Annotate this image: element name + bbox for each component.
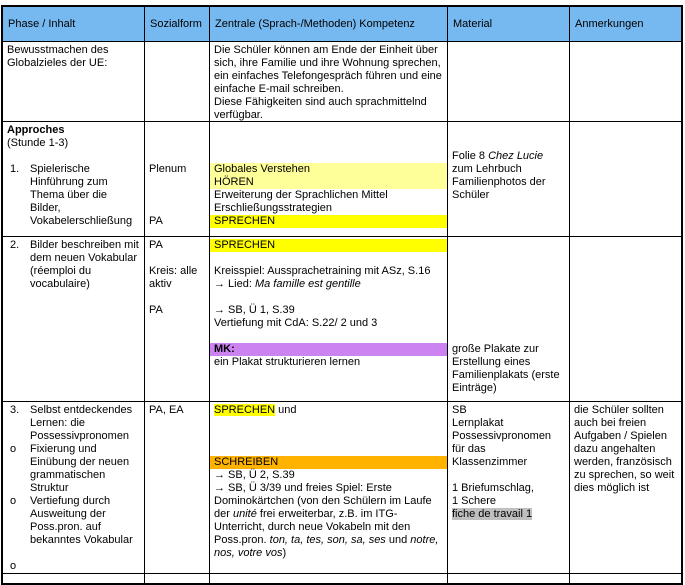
column-header-phase [3,7,145,41]
text-run: zum Lehrbuch [452,163,522,175]
text-line [3,404,144,443]
cell-approches-stunde1-anmerkungen [570,122,681,236]
text-line [145,215,209,228]
cell-bilder-beschreiben-sozialform [145,237,210,401]
cell-next-row-sliver-phase [3,574,145,583]
text-run: Possessivpronomen [452,430,552,442]
text-line [448,343,569,395]
text-line [145,265,209,291]
text-line [210,317,447,330]
text-line [145,124,209,137]
text-line [210,265,447,278]
cell-globalziel-material [448,42,570,121]
text-run: Approches [7,124,65,136]
text-run: frei erweiterbar, z.B. im ITG-Unterricht, durch neue Vokabeln mit den Poss.pron. [214,508,411,546]
text-line [448,124,569,137]
text-run: MK: [214,343,235,355]
cell-next-row-sliver-sozialform [145,574,210,583]
text-run: Familienphotos der [452,176,546,188]
text-line [145,163,209,176]
cell-approches-stunde1-phase [3,122,145,236]
text-run: Vertiefung mit CdA: S.22/ 2 und 3 [214,317,378,329]
text-line [3,150,144,163]
text-run: Folie 8 [452,150,489,162]
text-run: Spielerische Hinführung zum Thema über die Bilder, Vokabelerschließung [30,163,133,227]
text-line [448,404,569,417]
text-run: SPRECHEN [214,215,276,227]
column-header-label: Zentrale (Sprach-/Methoden) Kompetenz [215,17,415,30]
text-run: notre, nos, votre vos [214,534,439,559]
cell-possessivpronomen-phase [3,402,145,573]
cell-next-row-sliver-material [448,574,570,583]
text-line [210,189,447,202]
text-line [448,163,569,176]
text-line [145,404,209,417]
highlight-bar [210,176,447,189]
text-run: PA [149,215,163,227]
text-line [145,202,209,215]
cell-approches-stunde1-material [448,122,570,236]
text-run: Selbst entdeckendes Lernen: die Possessivpronomen [30,404,133,442]
text-line [210,202,447,215]
text-line [448,304,569,317]
list-marker: o [10,443,17,455]
text-line [210,150,447,163]
column-header-label: Anmerkungen [575,17,644,30]
column-header-anmerkungen [570,7,681,41]
text-run: → SB, Ü 2, S.39 [214,469,295,481]
text-line [448,150,569,163]
text-line [448,417,569,430]
text-run: Diese Fähigkeiten sind auch sprachmittelnd verfügbar. [214,96,427,121]
text-line [210,124,447,137]
text-run: Globales Verstehen [214,163,311,175]
text-run: Die Schüler können am Ende der Einheit über sich, ihre Familie und ihre Wohnung sprechen, ein einfaches Telefongespräch führen und eine einfache E-mail schreiben. [214,44,442,95]
text-line [3,137,144,150]
table-row-next-row-sliver [3,574,681,583]
text-run: für das [452,443,486,455]
text-line [145,252,209,265]
text-line [210,330,447,343]
column-header-kompetenz [210,7,448,41]
highlight-bar [210,215,447,228]
text-line [448,456,569,469]
text-line [448,265,569,278]
cell-next-row-sliver-kompetenz [210,574,448,583]
text-run: Erschließungsstrategien [214,202,333,214]
text-run: PA, EA [149,404,184,416]
table-row-approches-stunde1 [3,122,681,237]
table-row-possessivpronomen [3,402,681,574]
table-header-row [3,7,681,42]
text-run: Chez Lucie [488,150,544,162]
text-run: PA [149,239,163,251]
table-row-globalziel [3,42,681,122]
text-line [210,96,447,121]
cell-possessivpronomen-material [448,402,570,573]
text-line [210,304,447,317]
cell-bilder-beschreiben-anmerkungen [570,237,681,401]
highlight-bar [210,343,447,356]
text-line [448,469,569,482]
text-line [448,189,569,202]
list-marker: o [10,495,17,507]
highlight-bar [210,239,447,252]
cell-bilder-beschreiben-phase [3,237,145,401]
text-run: → SB, Ü 1, S.39 [214,304,295,316]
text-line [448,482,569,495]
text-line [448,291,569,304]
text-line [210,404,447,417]
text-run: 1 Briefumschlag, [452,482,534,494]
text-line [145,189,209,202]
list-marker: o [10,560,17,572]
cell-next-row-sliver-anmerkungen [570,574,681,583]
text-line [448,239,569,252]
text-run: Lernplakat [452,417,504,429]
text-line [448,252,569,265]
text-run: SCHREIBEN [214,456,279,468]
column-header-label: Material [453,17,493,30]
list-marker: 2. [10,239,20,251]
text-run: Bewusstmachen des Globalzieles der UE: [7,44,109,69]
text-run: → SB, Ü 3/39 und freies Spiel: Erste Dominokärtchen (von den Schülern im Laufe der [214,482,432,520]
text-line [570,404,681,495]
highlight-bar [210,456,447,469]
cell-globalziel-sozialform [145,42,210,121]
cell-approches-stunde1-kompetenz [210,122,448,236]
list-marker: 3. [10,404,20,416]
cell-possessivpronomen-sozialform [145,402,210,573]
text-line [145,304,209,317]
text-line [448,317,569,330]
text-line [448,278,569,291]
text-run: → Lied: [214,278,255,290]
text-run: Schüler [452,189,490,201]
text-run: Vertiefung durch Ausweitung der Poss.pron. auf bekanntes Vokabular [30,495,133,546]
column-header-label: Sozialform [150,17,202,30]
text-run: 1 Schere [452,495,497,507]
text-run: SB [452,404,467,416]
cell-bilder-beschreiben-kompetenz [210,237,448,401]
text-line [3,163,144,228]
table-row-bilder-beschreiben [3,237,681,402]
text-run: die Schüler sollten auch bei freien Aufgaben / Spielen dazu angehalten werden, französisch zu sprechen, so weit dies möglich ist [574,404,675,494]
text-line [210,44,447,96]
text-line [448,508,569,521]
column-header-sozialform [145,7,210,41]
text-run: und [385,534,411,546]
text-line [448,137,569,150]
cell-possessivpronomen-anmerkungen [570,402,681,573]
text-line [210,469,447,482]
text-line [448,330,569,343]
text-line [448,443,569,456]
text-line [210,278,447,291]
text-line [210,252,447,265]
text-line [448,430,569,443]
text-line [3,44,144,70]
text-run: und [275,404,297,416]
text-line [145,137,209,150]
text-run: Erweiterung der Sprachlichen Mittel [214,189,388,201]
column-header-material [448,7,570,41]
cell-globalziel-kompetenz [210,42,448,121]
text-run: Kreis: alle aktiv [149,265,198,290]
text-line [210,482,447,560]
text-line [3,443,144,495]
text-run: ) [282,547,287,559]
text-line [210,443,447,456]
text-line [210,417,447,430]
text-line [145,291,209,304]
text-line [3,124,144,137]
text-run: Kreisspiel: Aussprachetraining mit ASz, S.16 [214,265,431,277]
text-line [210,356,447,369]
cell-globalziel-anmerkungen [570,42,681,121]
cell-globalziel-phase [3,42,145,121]
text-run: Bilder beschreiben mit dem neuen Vokabular (réemploi du vocabulaire) [30,239,139,290]
cell-bilder-beschreiben-material [448,237,570,401]
text-line [145,150,209,163]
cell-possessivpronomen-kompetenz [210,402,448,573]
highlight-bar [210,163,447,176]
text-run: PA [149,304,163,316]
highlighted-text: SPRECHEN [214,404,276,416]
text-run: HÖREN [214,176,254,188]
text-run: SPRECHEN [214,239,276,251]
list-marker: 1. [10,163,20,175]
text-run: ein Plakat strukturieren lernen [214,356,361,368]
text-run: Klassenzimmer [452,456,528,468]
text-line [210,430,447,443]
text-line [3,560,144,573]
text-line [210,291,447,304]
text-line [145,176,209,189]
text-line [210,137,447,150]
text-run: ton, ta, tes, son, sa, ses [269,534,386,546]
text-line [3,495,144,547]
text-line [448,495,569,508]
text-line [145,239,209,252]
text-run: (Stunde 1-3) [7,137,69,149]
cell-approches-stunde1-sozialform [145,122,210,236]
column-header-label: Phase / Inhalt [8,17,76,30]
text-line [3,547,144,560]
text-run: Fixierung und Einübung der neuen grammatischen Struktur [30,443,130,494]
text-line [448,176,569,189]
text-run: große Plakate zur Erstellung eines Familienplakats (erste Einträge) [452,343,560,394]
highlighted-text: fiche de travail 1 [452,508,533,520]
lesson-plan-table [1,5,683,585]
text-run: Ma famille est gentille [254,278,361,290]
text-run: Plenum [149,163,187,175]
text-line [3,239,144,291]
text-run: unité [232,508,257,520]
